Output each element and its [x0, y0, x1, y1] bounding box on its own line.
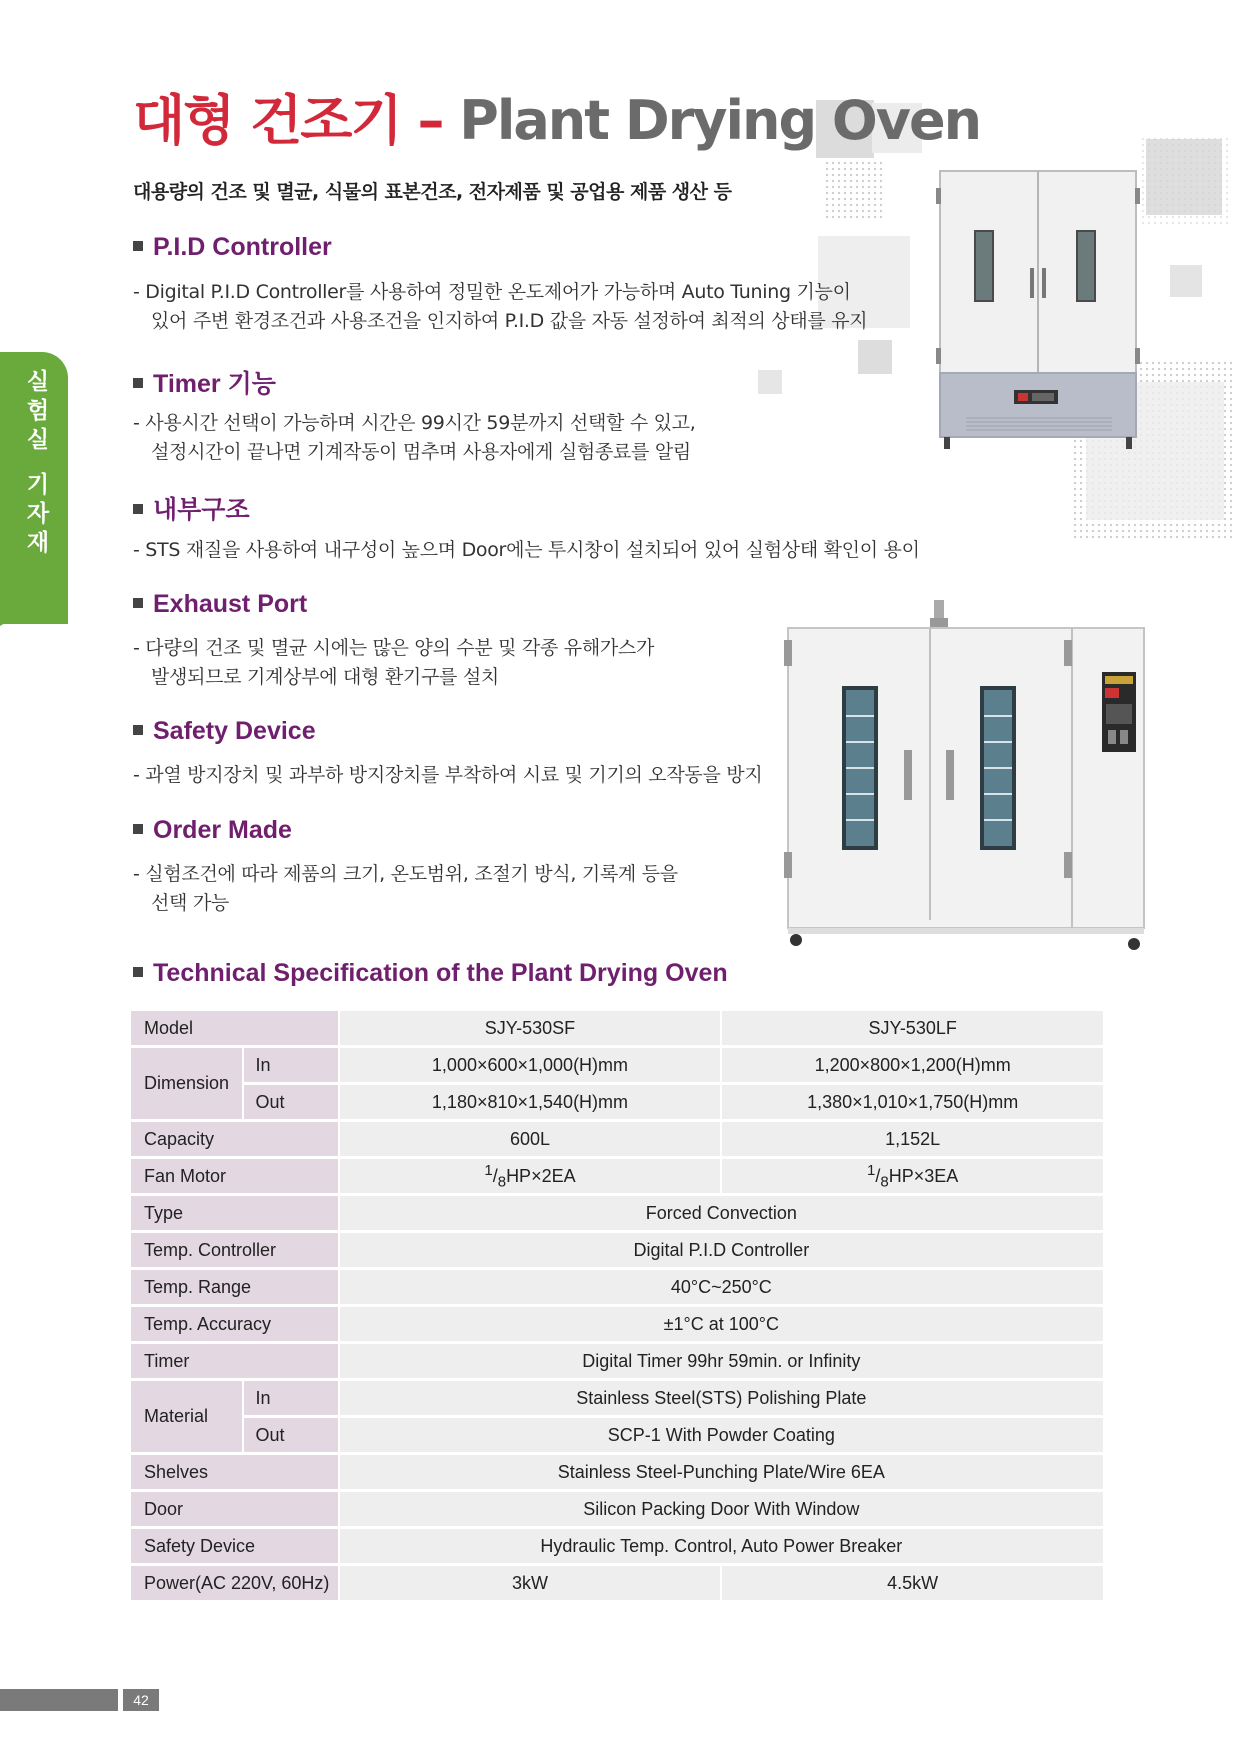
spec-label: Door: [131, 1492, 338, 1526]
spec-value: Hydraulic Temp. Control, Auto Power Breaker: [340, 1529, 1103, 1563]
page-subtitle: 대용량의 건조 및 멸균, 식물의 표본건조, 전자제품 및 공업용 제품 생산 등: [133, 181, 732, 203]
side-tab-char: 기: [26, 472, 50, 498]
section-heading-exhaust: Exhaust Port: [133, 590, 307, 619]
side-tab-char: 재: [26, 530, 50, 556]
section-desc-pid: - Digital P.I.D Controller를 사용하여 정밀한 온도제어가 가능하며 Auto Tuning 기능이 있어 주변 환경조건과 사용조건을 인지하여 P.I.D 값을 자동 설정하여 최적의 상태를 유지: [133, 281, 868, 332]
spec-value: 1,200×800×1,200(H)mm: [722, 1048, 1103, 1082]
decor-square: [858, 340, 892, 374]
decor-dots: [1140, 136, 1230, 226]
oven-upright-image: [936, 168, 1142, 458]
bullet-square-icon: [133, 598, 143, 608]
spec-value: 1,152L: [722, 1122, 1103, 1156]
spec-value: Digital Timer 99hr 59min. or Infinity: [340, 1344, 1103, 1378]
spec-label: Material: [131, 1381, 242, 1452]
spec-value: SCP-1 With Powder Coating: [340, 1418, 1103, 1452]
spec-sublabel: In: [244, 1381, 338, 1415]
bullet-square-icon: [133, 241, 143, 251]
title-english: Plant Drying Oven: [459, 89, 981, 152]
section-heading-tech-spec: Technical Specification of the Plant Drying Oven: [133, 959, 728, 988]
spec-value: Forced Convection: [340, 1196, 1103, 1230]
spec-value: SJY-530SF: [340, 1011, 721, 1045]
spec-value: Stainless Steel(STS) Polishing Plate: [340, 1381, 1103, 1415]
section-desc-exhaust: - 다량의 건조 및 멸균 시에는 많은 양의 수분 및 각종 유해가스가 발생되므로 기계상부에 대형 환기구를 설치: [133, 637, 655, 688]
side-tab-char: 실: [26, 369, 50, 395]
table-row: [131, 1566, 1103, 1600]
bullet-square-icon: [133, 504, 143, 514]
spec-label: Timer: [131, 1344, 338, 1378]
spec-value: 4.5kW: [722, 1566, 1103, 1600]
page-number: 42: [123, 1689, 159, 1711]
bullet-square-icon: [133, 378, 143, 388]
section-desc-order-made: - 실험조건에 따라 제품의 크기, 온도범위, 조절기 방식, 기록계 등을 선택 가능: [133, 863, 678, 914]
table-row: [131, 1085, 1103, 1119]
spec-value: 3kW: [340, 1566, 721, 1600]
table-row: [131, 1122, 1103, 1156]
section-desc-safety: - 과열 방지장치 및 과부하 방지장치를 부착하여 시료 및 기기의 오작동을 방지: [133, 764, 763, 786]
spec-label: Temp. Range: [131, 1270, 338, 1304]
spec-value: Stainless Steel-Punching Plate/Wire 6EA: [340, 1455, 1103, 1489]
table-row: [131, 1529, 1103, 1563]
title-korean: 대형 건조기: [133, 89, 401, 152]
page-title: [133, 78, 980, 155]
spec-sublabel: In: [244, 1048, 338, 1082]
section-heading-interior: 내부구조: [133, 490, 250, 526]
bullet-square-icon: [133, 725, 143, 735]
spec-value: $^1/_8HP\times 2EA$: [340, 1159, 721, 1193]
spec-label: Safety Device: [131, 1529, 338, 1563]
footer-bar: [0, 1689, 118, 1711]
spec-label: Type: [131, 1196, 338, 1230]
title-dash: –: [417, 89, 443, 152]
side-tab-char: 자: [26, 501, 50, 527]
table-row: [131, 1418, 1103, 1452]
decor-square: [1170, 265, 1202, 297]
table-row: [131, 1011, 1103, 1045]
table-row: [131, 1307, 1103, 1341]
section-desc-timer: - 사용시간 선택이 가능하며 시간은 99시간 59분까지 선택할 수 있고, 설정시간이 끝나면 기계작동이 멈추며 사용자에게 실험종료를 알림: [133, 412, 696, 463]
section-desc-interior: - STS 재질을 사용하여 내구성이 높으며 Door에는 투시창이 설치되어 있어 실험상태 확인이 용이: [133, 539, 920, 561]
section-heading-safety: Safety Device: [133, 717, 316, 746]
table-row: [131, 1270, 1103, 1304]
table-row: [131, 1159, 1103, 1193]
spec-value: $^1/_8HP\times 3EA$: [722, 1159, 1103, 1193]
spec-sublabel: Out: [244, 1418, 338, 1452]
spec-value: ±1°C at 100°C: [340, 1307, 1103, 1341]
spec-table: [129, 1008, 1105, 1603]
table-row: [131, 1344, 1103, 1378]
table-row: [131, 1492, 1103, 1526]
category-side-tab-label: [24, 368, 52, 558]
table-row: [131, 1196, 1103, 1230]
spec-value: Silicon Packing Door With Window: [340, 1492, 1103, 1526]
table-row: [131, 1233, 1103, 1267]
spec-label: Power(AC 220V, 60Hz): [131, 1566, 338, 1600]
section-heading-order-made: Order Made: [133, 816, 292, 845]
side-tab-char: 험: [26, 398, 50, 424]
decor-dots: [824, 160, 882, 220]
spec-value: 600L: [340, 1122, 721, 1156]
spec-label: Shelves: [131, 1455, 338, 1489]
section-heading-pid: P.I.D Controller: [133, 233, 332, 262]
bullet-square-icon: [133, 967, 143, 977]
section-heading-timer: Timer 기능: [133, 364, 276, 400]
spec-value: Digital P.I.D Controller: [340, 1233, 1103, 1267]
spec-value: 40°C~250°C: [340, 1270, 1103, 1304]
table-row: [131, 1455, 1103, 1489]
category-side-tab-corner: [0, 586, 68, 626]
decor-square: [758, 370, 782, 394]
spec-value: 1,180×810×1,540(H)mm: [340, 1085, 721, 1119]
bullet-square-icon: [133, 824, 143, 834]
spec-value: 1,000×600×1,000(H)mm: [340, 1048, 721, 1082]
spec-label: Capacity: [131, 1122, 338, 1156]
oven-wide-image: [782, 600, 1150, 956]
spec-label: Dimension: [131, 1048, 242, 1119]
table-row: [131, 1381, 1103, 1415]
spec-label: Temp. Controller: [131, 1233, 338, 1267]
spec-sublabel: Out: [244, 1085, 338, 1119]
side-tab-char: 실: [26, 427, 50, 453]
spec-label: Fan Motor: [131, 1159, 338, 1193]
table-row: [131, 1048, 1103, 1082]
spec-value: SJY-530LF: [722, 1011, 1103, 1045]
spec-label: Temp. Accuracy: [131, 1307, 338, 1341]
spec-label: Model: [131, 1011, 338, 1045]
spec-value: 1,380×1,010×1,750(H)mm: [722, 1085, 1103, 1119]
